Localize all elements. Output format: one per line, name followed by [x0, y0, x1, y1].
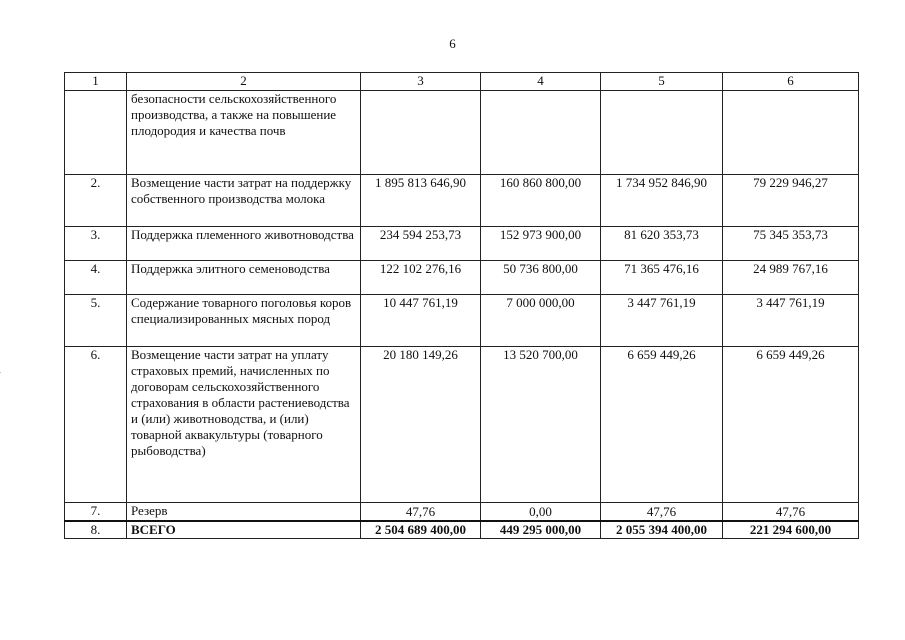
row-value-col6: 6 659 449,26 [723, 347, 859, 503]
row-value-cell [481, 91, 601, 175]
row-number-cell: 7. [65, 503, 127, 521]
row-value-col5: 81 620 353,73 [601, 227, 723, 261]
row-number-cell: 2. [65, 175, 127, 227]
table-row-total [65, 521, 859, 539]
page-number: 6 [449, 36, 456, 51]
total-label: ВСЕГО [127, 521, 361, 539]
table-row [65, 175, 859, 227]
scan-mark [0, 372, 1, 373]
row-value-col6: 3 447 761,19 [723, 295, 859, 347]
row-name-cell: Содержание товарного поголовья коров специализированных мясных пород [127, 295, 361, 347]
column-number-5: 5 [601, 73, 723, 91]
total-number-cell: 8. [65, 521, 127, 539]
row-value-col4: 160 860 800,00 [481, 175, 601, 227]
row-name-cell: Возмещение части затрат на уплату страховых премий, начисленных по договорам сельскохозяйственного страхования в области растениеводства и (или) животноводства, и (или) товарной аквакультуры (товарного рыбоводства) [127, 347, 361, 503]
row-name-cell: Поддержка элитного семеноводства [127, 261, 361, 295]
row-value-col4: 0,00 [481, 503, 601, 521]
row-number-cell: 3. [65, 227, 127, 261]
column-number-2: 2 [127, 73, 361, 91]
row-name-cell: Поддержка племенного животноводства [127, 227, 361, 261]
row-value-col4: 152 973 900,00 [481, 227, 601, 261]
total-value-col5: 2 055 394 400,00 [601, 521, 723, 539]
table-row-continuation [65, 91, 859, 175]
column-number-3: 3 [361, 73, 481, 91]
row-value-cell [723, 91, 859, 175]
row-value-col6: 79 229 946,27 [723, 175, 859, 227]
row-value-col3: 122 102 276,16 [361, 261, 481, 295]
row-name-cell: Резерв [127, 503, 361, 521]
row-value-col6: 24 989 767,16 [723, 261, 859, 295]
table-row [65, 227, 859, 261]
row-value-col4: 13 520 700,00 [481, 347, 601, 503]
total-value-col3: 2 504 689 400,00 [361, 521, 481, 539]
row-value-col6: 75 345 353,73 [723, 227, 859, 261]
table-row [65, 295, 859, 347]
row-number-cell: 5. [65, 295, 127, 347]
table-row-reserve [65, 503, 859, 521]
table-row [65, 261, 859, 295]
row-number-cell [65, 91, 127, 175]
column-number-4: 4 [481, 73, 601, 91]
row-value-col5: 71 365 476,16 [601, 261, 723, 295]
row-name-cell: безопасности сельскохозяйственного производства, а также на повышение плодородия и качества почв [127, 91, 361, 175]
row-value-col4: 7 000 000,00 [481, 295, 601, 347]
row-value-cell [361, 91, 481, 175]
table-row [65, 347, 859, 503]
column-number-6: 6 [723, 73, 859, 91]
row-value-col3: 47,76 [361, 503, 481, 521]
column-number-row [65, 73, 859, 91]
row-value-col4: 50 736 800,00 [481, 261, 601, 295]
row-value-col3: 20 180 149,26 [361, 347, 481, 503]
row-number-cell: 4. [65, 261, 127, 295]
row-value-col3: 234 594 253,73 [361, 227, 481, 261]
column-number-1: 1 [65, 73, 127, 91]
total-value-col4: 449 295 000,00 [481, 521, 601, 539]
row-number-cell: 6. [65, 347, 127, 503]
total-value-col6: 221 294 600,00 [723, 521, 859, 539]
row-value-col3: 1 895 813 646,90 [361, 175, 481, 227]
row-value-col5: 3 447 761,19 [601, 295, 723, 347]
row-value-col3: 10 447 761,19 [361, 295, 481, 347]
budget-table [64, 72, 859, 539]
row-value-col5: 47,76 [601, 503, 723, 521]
row-name-cell: Возмещение части затрат на поддержку собственного производства молока [127, 175, 361, 227]
row-value-col5: 1 734 952 846,90 [601, 175, 723, 227]
row-value-cell [601, 91, 723, 175]
row-value-col6: 47,76 [723, 503, 859, 521]
row-value-col5: 6 659 449,26 [601, 347, 723, 503]
